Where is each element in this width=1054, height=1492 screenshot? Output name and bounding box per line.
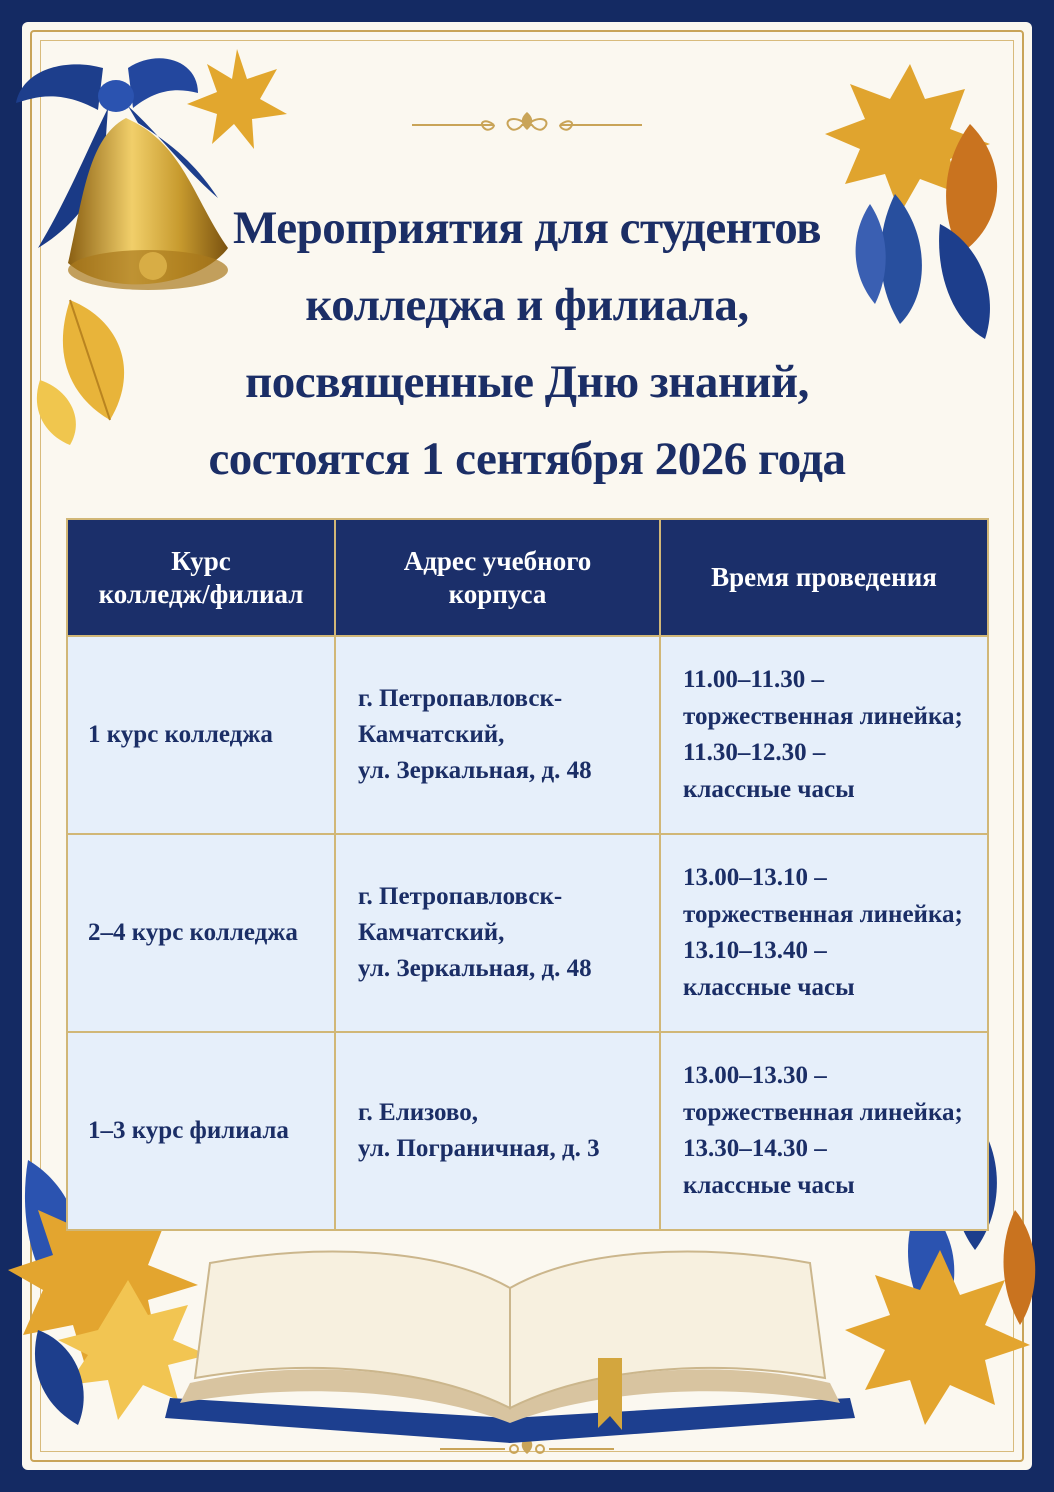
time-line: классные часы xyxy=(683,775,855,803)
time-line: 13.30–14.30 – xyxy=(683,1135,827,1162)
time-cell xyxy=(660,636,988,834)
time-line: 11.00–11.30 – xyxy=(683,666,824,693)
schedule-table xyxy=(66,518,989,1231)
address-line: Камчатский, xyxy=(358,919,505,946)
time-line: торжественная линейка; xyxy=(683,900,963,928)
table-row xyxy=(67,636,988,834)
header-course xyxy=(67,519,335,636)
header-text: Курс xyxy=(171,545,231,576)
title-line: посвященные Дню знаний, xyxy=(245,356,809,408)
header-time xyxy=(660,519,988,636)
address-line: г. Петропавловск- xyxy=(358,883,563,910)
time-line: 13.00–13.10 – xyxy=(683,864,827,891)
title-line: колледжа и филиала, xyxy=(305,279,749,331)
course-cell xyxy=(67,636,335,834)
header-text: колледж/филиал xyxy=(98,578,304,609)
time-line: классные часы xyxy=(683,1171,855,1199)
address-cell xyxy=(335,636,660,834)
address-cell xyxy=(335,1032,660,1230)
header-text: Время проведения xyxy=(711,562,937,592)
address-cell xyxy=(335,834,660,1032)
time-line: 13.00–13.30 – xyxy=(683,1062,827,1089)
course-cell xyxy=(67,1032,335,1230)
address-line: Камчатский, xyxy=(358,721,505,748)
time-line: классные часы xyxy=(683,973,855,1001)
time-cell xyxy=(660,1032,988,1230)
address-line: г. Елизово, xyxy=(358,1099,478,1126)
title-line: Мероприятия для студентов xyxy=(233,202,821,254)
autumn-leaf-icon xyxy=(30,290,160,450)
table-row xyxy=(67,1032,988,1230)
address-line: ул. Пограничная, д. 3 xyxy=(358,1135,600,1162)
header-text: корпуса xyxy=(448,578,547,609)
time-line: 13.10–13.40 – xyxy=(683,937,827,964)
address-line: ул. Зеркальная, д. 48 xyxy=(358,757,592,784)
time-line: 11.30–12.30 – xyxy=(683,739,826,766)
course-cell xyxy=(67,834,335,1032)
time-cell xyxy=(660,834,988,1032)
table-header-row xyxy=(67,519,988,636)
time-line: торжественная линейка; xyxy=(683,702,963,730)
title-line: состоятся 1 сентября 2026 года xyxy=(208,433,846,485)
address-line: ул. Зеркальная, д. 48 xyxy=(358,955,592,982)
time-line: торжественная линейка; xyxy=(683,1098,963,1126)
open-book-icon xyxy=(150,1208,870,1448)
header-address xyxy=(335,519,660,636)
page-title xyxy=(150,190,904,498)
address-line: г. Петропавловск- xyxy=(358,685,563,712)
autumn-leaf-icon xyxy=(182,44,292,154)
header-text: Адрес учебного xyxy=(403,545,592,576)
course-text: 2–4 курс колледжа xyxy=(88,919,298,946)
table-row xyxy=(67,834,988,1032)
course-text: 1–3 курс филиала xyxy=(88,1117,289,1144)
course-text: 1 курс колледжа xyxy=(88,721,273,748)
